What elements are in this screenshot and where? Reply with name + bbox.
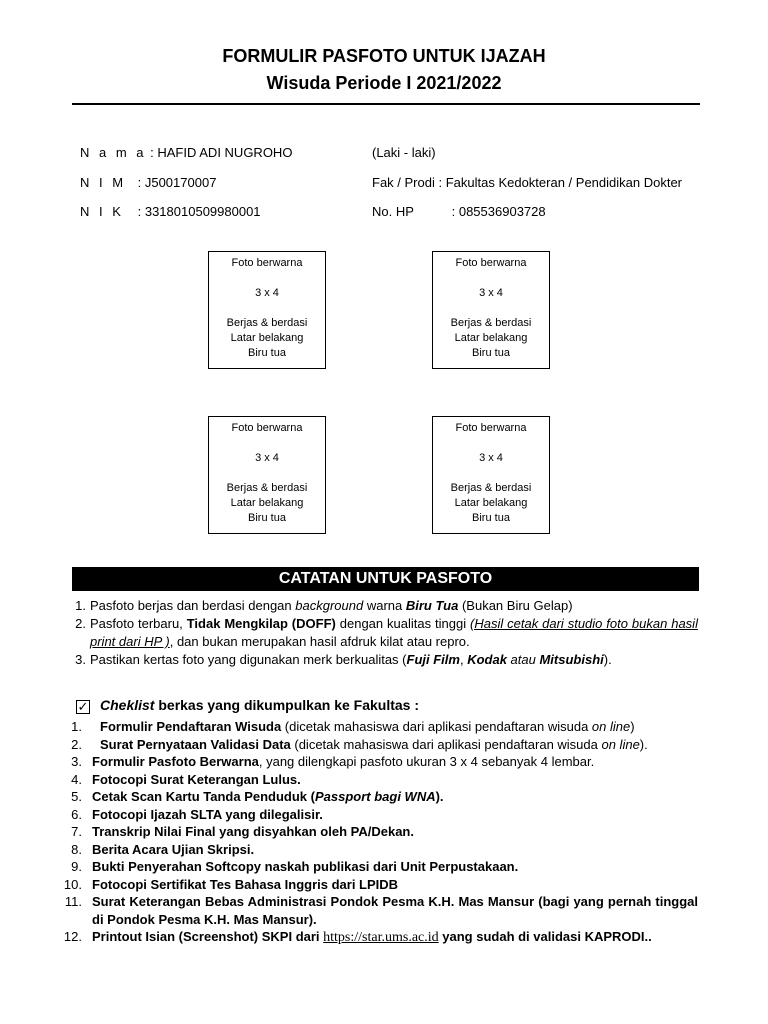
list-item: 11. Surat Keterangan Bebas Administrasi Pondok Pesma K.H. Mas Mansur (bagi yang pernah tinggal di Pondok Pesma K.H. Mas Mansur). <box>64 894 698 927</box>
photo-size: 3 x 4 <box>255 452 279 464</box>
notes-heading: CATATAN UNTUK PASFOTO <box>72 567 699 591</box>
checklist-heading: ✓ Cheklist berkas yang dikumpulkan ke Fakultas : <box>77 697 420 714</box>
photo-box <box>432 251 550 369</box>
fak-value: : Fakultas Kedokteran / Pendidikan Dokter <box>438 175 683 190</box>
photo-dress: Berjas & berdasi <box>226 317 308 329</box>
nim-label: N I M <box>80 175 127 190</box>
photo-label: Foto berwarna <box>231 257 303 269</box>
skpi-link[interactable]: https://star.ums.ac.id <box>323 930 439 945</box>
nik-value: : 3318010509980001 <box>137 204 261 219</box>
nama-value: : HAFID ADI NUGROHO <box>150 145 293 160</box>
fak-label: Fak / Prodi <box>372 175 435 190</box>
gender-value: (Laki - laki) <box>372 145 436 160</box>
item-number: 3. <box>75 652 86 667</box>
list-item: 8. Berita Acara Ujian Skripsi. <box>71 841 255 857</box>
photo-bg-color: Biru tua <box>472 347 510 359</box>
nama-label: N a m a <box>80 145 147 160</box>
photo-size: 3 x 4 <box>479 452 503 464</box>
list-item: 3. Formulir Pasfoto Berwarna, yang dilengkapi pasfoto ukuran 3 x 4 sebanyak 4 lembar. <box>71 754 595 769</box>
list-item: 1. Formulir Pendaftaran Wisuda (dicetak mahasiswa dari aplikasi pendaftaran wisuda on line) <box>71 719 635 734</box>
list-item: 9. Bukti Penyerahan Softcopy naskah publikasi dari Unit Perpustakaan. <box>71 859 519 874</box>
list-item: 2. Pasfoto terbaru, Tidak Mengkilap (DOFF) dengan kualitas tinggi (Hasil cetak dari studio foto bukan hasil print dari HP ), dan bukan merupakan hasil afdruk kilat atau repro. <box>62 615 698 651</box>
form-title: FORMULIR PASFOTO UNTUK IJAZAH <box>222 46 546 66</box>
header-divider <box>72 103 700 105</box>
hp-label: No. HP <box>372 204 414 219</box>
nik-label: N I K <box>80 204 124 219</box>
photo-bg-label: Latar belakang <box>230 332 304 344</box>
photo-bg-color: Biru tua <box>472 512 510 524</box>
list-item: 6. Fotocopi Ijazah SLTA yang dilegalisir. <box>71 806 323 822</box>
photo-size: 3 x 4 <box>255 287 279 299</box>
fak-row <box>372 175 682 190</box>
photo-dress: Berjas & berdasi <box>450 482 532 494</box>
hp-value: : 085536903728 <box>451 204 546 219</box>
photo-label: Foto berwarna <box>455 422 527 434</box>
photo-bg-label: Latar belakang <box>454 332 528 344</box>
nik-row <box>80 204 261 219</box>
photo-box <box>208 251 326 369</box>
nim-value: : J500170007 <box>137 175 217 190</box>
photo-box <box>208 416 326 534</box>
checkbox-checked-icon: ✓ <box>77 699 89 714</box>
photo-bg-label: Latar belakang <box>230 497 304 509</box>
list-item: 12. Printout Isian (Screenshot) SKPI dari https://star.ums.ac.id yang sudah di validasi KAPRODI.. <box>63 929 652 945</box>
list-item: 7. Transkrip Nilai Final yang disyahkan oleh PA/Dekan. <box>71 824 414 839</box>
hp-row <box>372 204 546 219</box>
notes-list <box>62 597 698 669</box>
photo-label: Foto berwarna <box>231 422 303 434</box>
item-number: 2. <box>75 616 86 631</box>
list-item: 2. Surat Pernyataan Validasi Data (dicetak mahasiswa dari aplikasi pendaftaran wisuda on line). <box>71 736 648 752</box>
list-item: 4. Fotocopi Surat Keterangan Lulus. <box>71 771 301 787</box>
photo-label: Foto berwarna <box>455 257 527 269</box>
item-number: 1. <box>75 598 86 613</box>
list-item: 3. Pastikan kertas foto yang digunakan merk berkualitas (Fuji Film, Kodak atau Mitsubishi). <box>62 651 698 669</box>
photo-bg-color: Biru tua <box>248 512 286 524</box>
photo-bg-label: Latar belakang <box>454 497 528 509</box>
photo-dress: Berjas & berdasi <box>450 317 532 329</box>
form-subtitle: Wisuda Periode I 2021/2022 <box>266 73 502 93</box>
photo-bg-color: Biru tua <box>248 347 286 359</box>
nim-row <box>80 175 216 190</box>
photo-box <box>432 416 550 534</box>
nama-row <box>80 145 292 160</box>
list-item: 5. Cetak Scan Kartu Tanda Penduduk (Passport bagi WNA). <box>71 789 444 804</box>
list-item: 10. Fotocopi Sertifikat Tes Bahasa Inggris dari LPIDB <box>63 876 399 892</box>
photo-size: 3 x 4 <box>479 287 503 299</box>
photo-dress: Berjas & berdasi <box>226 482 308 494</box>
checklist-list <box>52 718 698 947</box>
list-item: 1. Pasfoto berjas dan berdasi dengan background warna Biru Tua (Bukan Biru Gelap) <box>62 597 698 615</box>
